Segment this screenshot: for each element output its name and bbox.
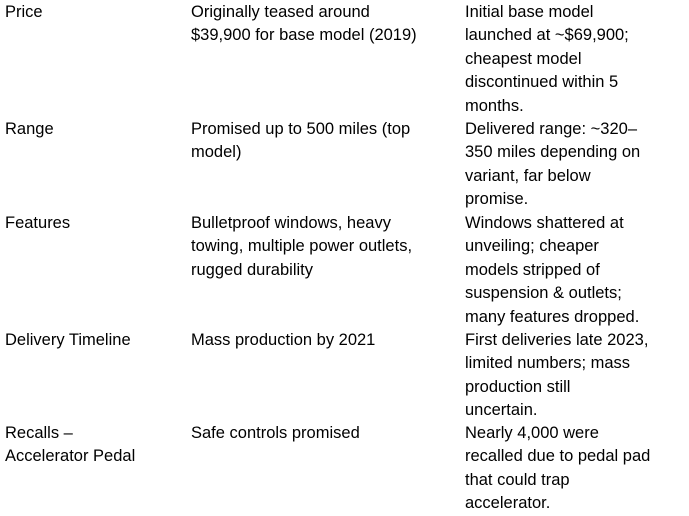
reality-text: suspension & outlets; — [465, 284, 622, 303]
reality-text: Windows shattered at — [465, 214, 624, 232]
promise-text: Mass production by 2021 — [191, 331, 376, 349]
reality-text: accelerator. — [465, 494, 551, 513]
reality-cell — [465, 1, 687, 118]
category-cell — [5, 422, 185, 469]
reality-text: months. — [465, 96, 524, 115]
promise-text: Safe controls promised — [191, 424, 360, 442]
reality-text: unveiling; cheaper — [465, 237, 599, 256]
promise-text: model) — [191, 143, 242, 162]
reality-cell — [465, 329, 687, 423]
reality-text: Nearly 4,000 were — [465, 424, 599, 442]
reality-text: launched at ~$69,900; — [465, 26, 629, 45]
promise-cell — [191, 118, 457, 165]
promise-text: Bulletproof windows, heavy — [191, 214, 391, 232]
category-text: Recalls – — [5, 424, 73, 442]
category-text: Range — [5, 120, 54, 138]
reality-text: First deliveries late 2023, — [465, 331, 649, 349]
promise-cell — [191, 212, 457, 282]
category-cell — [5, 1, 185, 24]
category-cell — [5, 118, 185, 141]
reality-cell — [465, 422, 687, 516]
promise-cell — [191, 329, 457, 352]
promise-cell — [191, 422, 457, 445]
reality-text: variant, far below — [465, 166, 591, 185]
promise-text: towing, multiple power outlets, — [191, 237, 413, 256]
category-text: Features — [5, 214, 71, 232]
promise-text: $39,900 for base model (2019) — [191, 26, 417, 45]
reality-text: many features dropped. — [465, 307, 640, 326]
reality-text: Initial base model — [465, 3, 594, 21]
category-cell — [5, 329, 185, 352]
reality-text: uncertain. — [465, 401, 538, 420]
reality-text: Delivered range: ~320– — [465, 120, 637, 138]
promise-text: Originally teased around — [191, 3, 370, 21]
promise-text: Promised up to 500 miles (top — [191, 120, 411, 138]
reality-text: promise. — [465, 190, 529, 209]
reality-cell — [465, 118, 687, 212]
reality-text: production still — [465, 377, 571, 396]
reality-text: discontinued within 5 — [465, 73, 619, 92]
reality-text: models stripped of — [465, 260, 600, 279]
category-text: Delivery Timeline — [5, 331, 131, 349]
reality-text: 350 miles depending on — [465, 143, 641, 162]
promise-text: rugged durability — [191, 260, 313, 279]
promise-cell — [191, 1, 457, 48]
reality-text: recalled due to pedal pad — [465, 447, 651, 466]
category-text: Accelerator Pedal — [5, 447, 136, 466]
category-cell — [5, 212, 185, 235]
reality-cell — [465, 212, 687, 329]
reality-text: that could trap — [465, 470, 570, 489]
category-text: Price — [5, 3, 43, 21]
reality-text: limited numbers; mass — [465, 354, 631, 373]
reality-text: cheapest model — [465, 49, 582, 68]
